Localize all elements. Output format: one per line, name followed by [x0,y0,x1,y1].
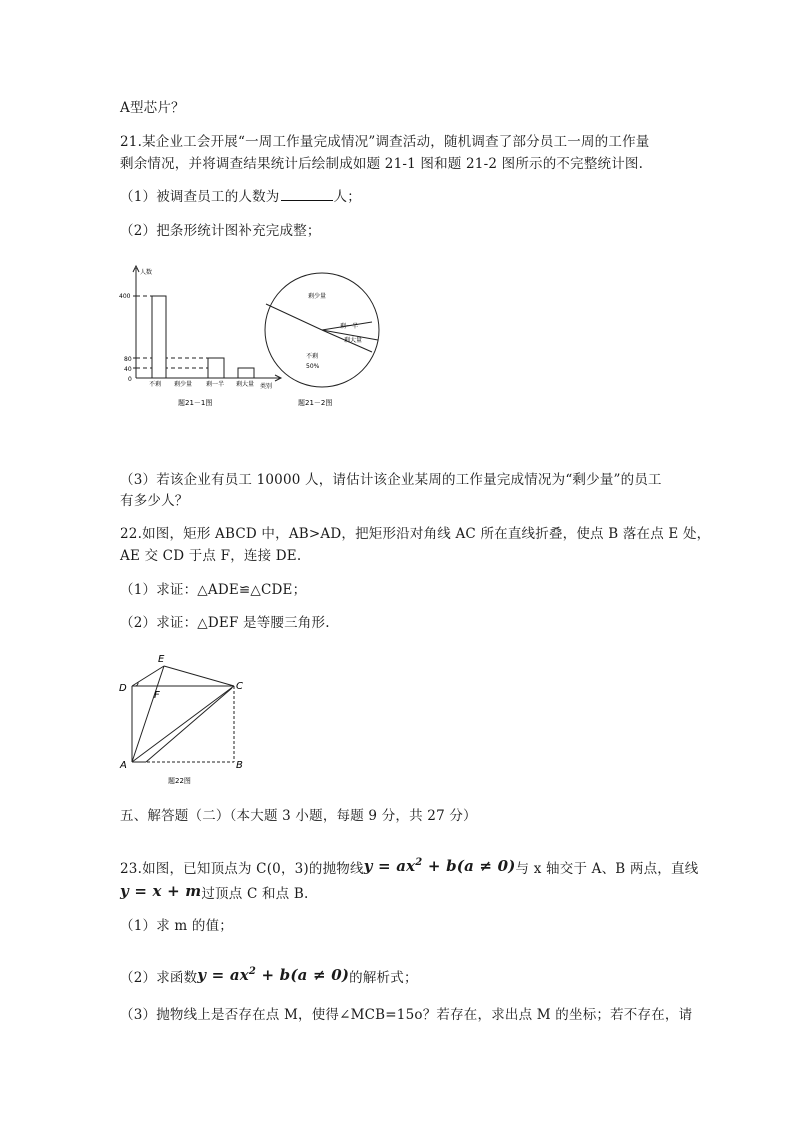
q23-text-pre: 23.如图，已知顶点为 C(0，3)的抛物线 [120,861,364,877]
section-heading: 五、解答题（二）（本大题 3 小题，每题 9 分，共 27 分） [120,808,477,824]
x-axis-title: 类别 [260,383,273,390]
bar-shengdaliang [238,368,254,378]
formula-part: + b(a ≠ 0) [422,857,516,875]
y-tick-label: 40 [124,366,132,373]
figure-caption: 题21－2图 [298,399,333,407]
q23-part2-post: 的解析式； [349,970,418,986]
pie-label: 不剩 [306,353,319,360]
segment-de [132,666,164,686]
segment-ac [132,686,234,762]
q21-text-cont: 剩余情况，并将调查结果统计后绘制成如题 21-1 图和题 21-2 图所示的不完整统计图. [120,156,644,172]
q23-text [120,853,698,879]
q23-text-cont-post: 过顶点 C 和点 B. [201,886,309,902]
formula-exponent: 2 [415,857,423,868]
q21-text: 21.某企业工会开展“一周工作量完成情况”调查活动，随机调查了部分员工一周的工作量 [120,134,650,150]
formula-part: y = ax [363,857,416,875]
pie-percent: 50% [306,363,320,370]
category-label: 剩大量 [236,381,255,388]
q23-text-post: 与 x 轴交于 A、B 两点，直线 [515,861,699,877]
q23-part3: （3）抛物线上是否存在点 M，使得∠MCB=15o？若存在，求出点 M 的坐标；若不存在，请 [120,1007,693,1023]
point-label-a: A [120,760,127,771]
bar-shengyiban [208,358,224,378]
y-tick-label: 400 [119,293,131,300]
point-label-e: E [158,654,165,665]
q22-part1: （1）求证：△ADE≌△CDE； [120,582,307,598]
category-label: 不剩 [149,381,162,388]
figure-caption: 题22图 [168,777,191,785]
point-label-f: F [154,690,160,701]
formula-parabola [364,857,516,875]
figure-caption: 题21－1图 [178,399,213,407]
y-tick-label: 0 [128,376,132,383]
geometry-figure [112,650,252,790]
y-axis-title: 人数 [140,269,153,276]
point-label-c: C [236,681,243,692]
q23-part1: （1）求 m 的值； [120,918,233,934]
q23-part2-pre: （2）求函数 [120,970,198,986]
q21-part3: （3）若该企业有员工 10000 人，请估计该企业某周的工作量完成情况为“剩少量”的员工 [120,472,662,488]
q21-part2: （2）把条形统计图补充完成整； [120,223,321,239]
pie-divider [266,304,322,330]
point-label-d: D [119,683,127,694]
q22-part2: （2）求证：△DEF 是等腰三角形. [120,615,330,631]
y-tick-label: 80 [124,356,132,363]
q22-text-cont: AE 交 CD 于点 F，连接 DE. [120,548,302,564]
answer-blank [281,187,333,201]
pie-label: 剩少量 [308,293,327,300]
formula-exponent: 2 [248,966,257,977]
formula-part: + b(a ≠ 0) [256,966,350,984]
pie-label: 剩一半 [340,323,359,330]
segment-ae [132,666,164,762]
q21-part3-cont: 有多少人？ [120,493,189,509]
q21-part1-pre: （1）被调查员工的人数为 [120,189,280,205]
text-line: A型芯片？ [120,100,185,116]
bar-buleng [152,296,166,378]
q21-part1 [120,187,361,207]
formula-line: y = x + m [120,882,202,900]
formula-parabola [197,966,349,984]
q23-text-cont [120,881,308,904]
q23-part2 [120,962,418,988]
pie-chart [260,262,390,410]
q22-text: 22.如图，矩形 ABCD 中，AB>AD，把矩形沿对角线 AC 所在直线折叠，使点 B 落在点 E 处， [120,526,711,542]
category-label: 剩一半 [206,381,225,388]
q21-part1-post: 人； [333,189,361,205]
point-label-b: B [236,760,243,771]
segment-ec [164,666,234,686]
formula-part: y = ax [197,966,249,984]
category-label: 剩少量 [174,381,193,388]
pie-label: 剩大量 [344,337,363,344]
